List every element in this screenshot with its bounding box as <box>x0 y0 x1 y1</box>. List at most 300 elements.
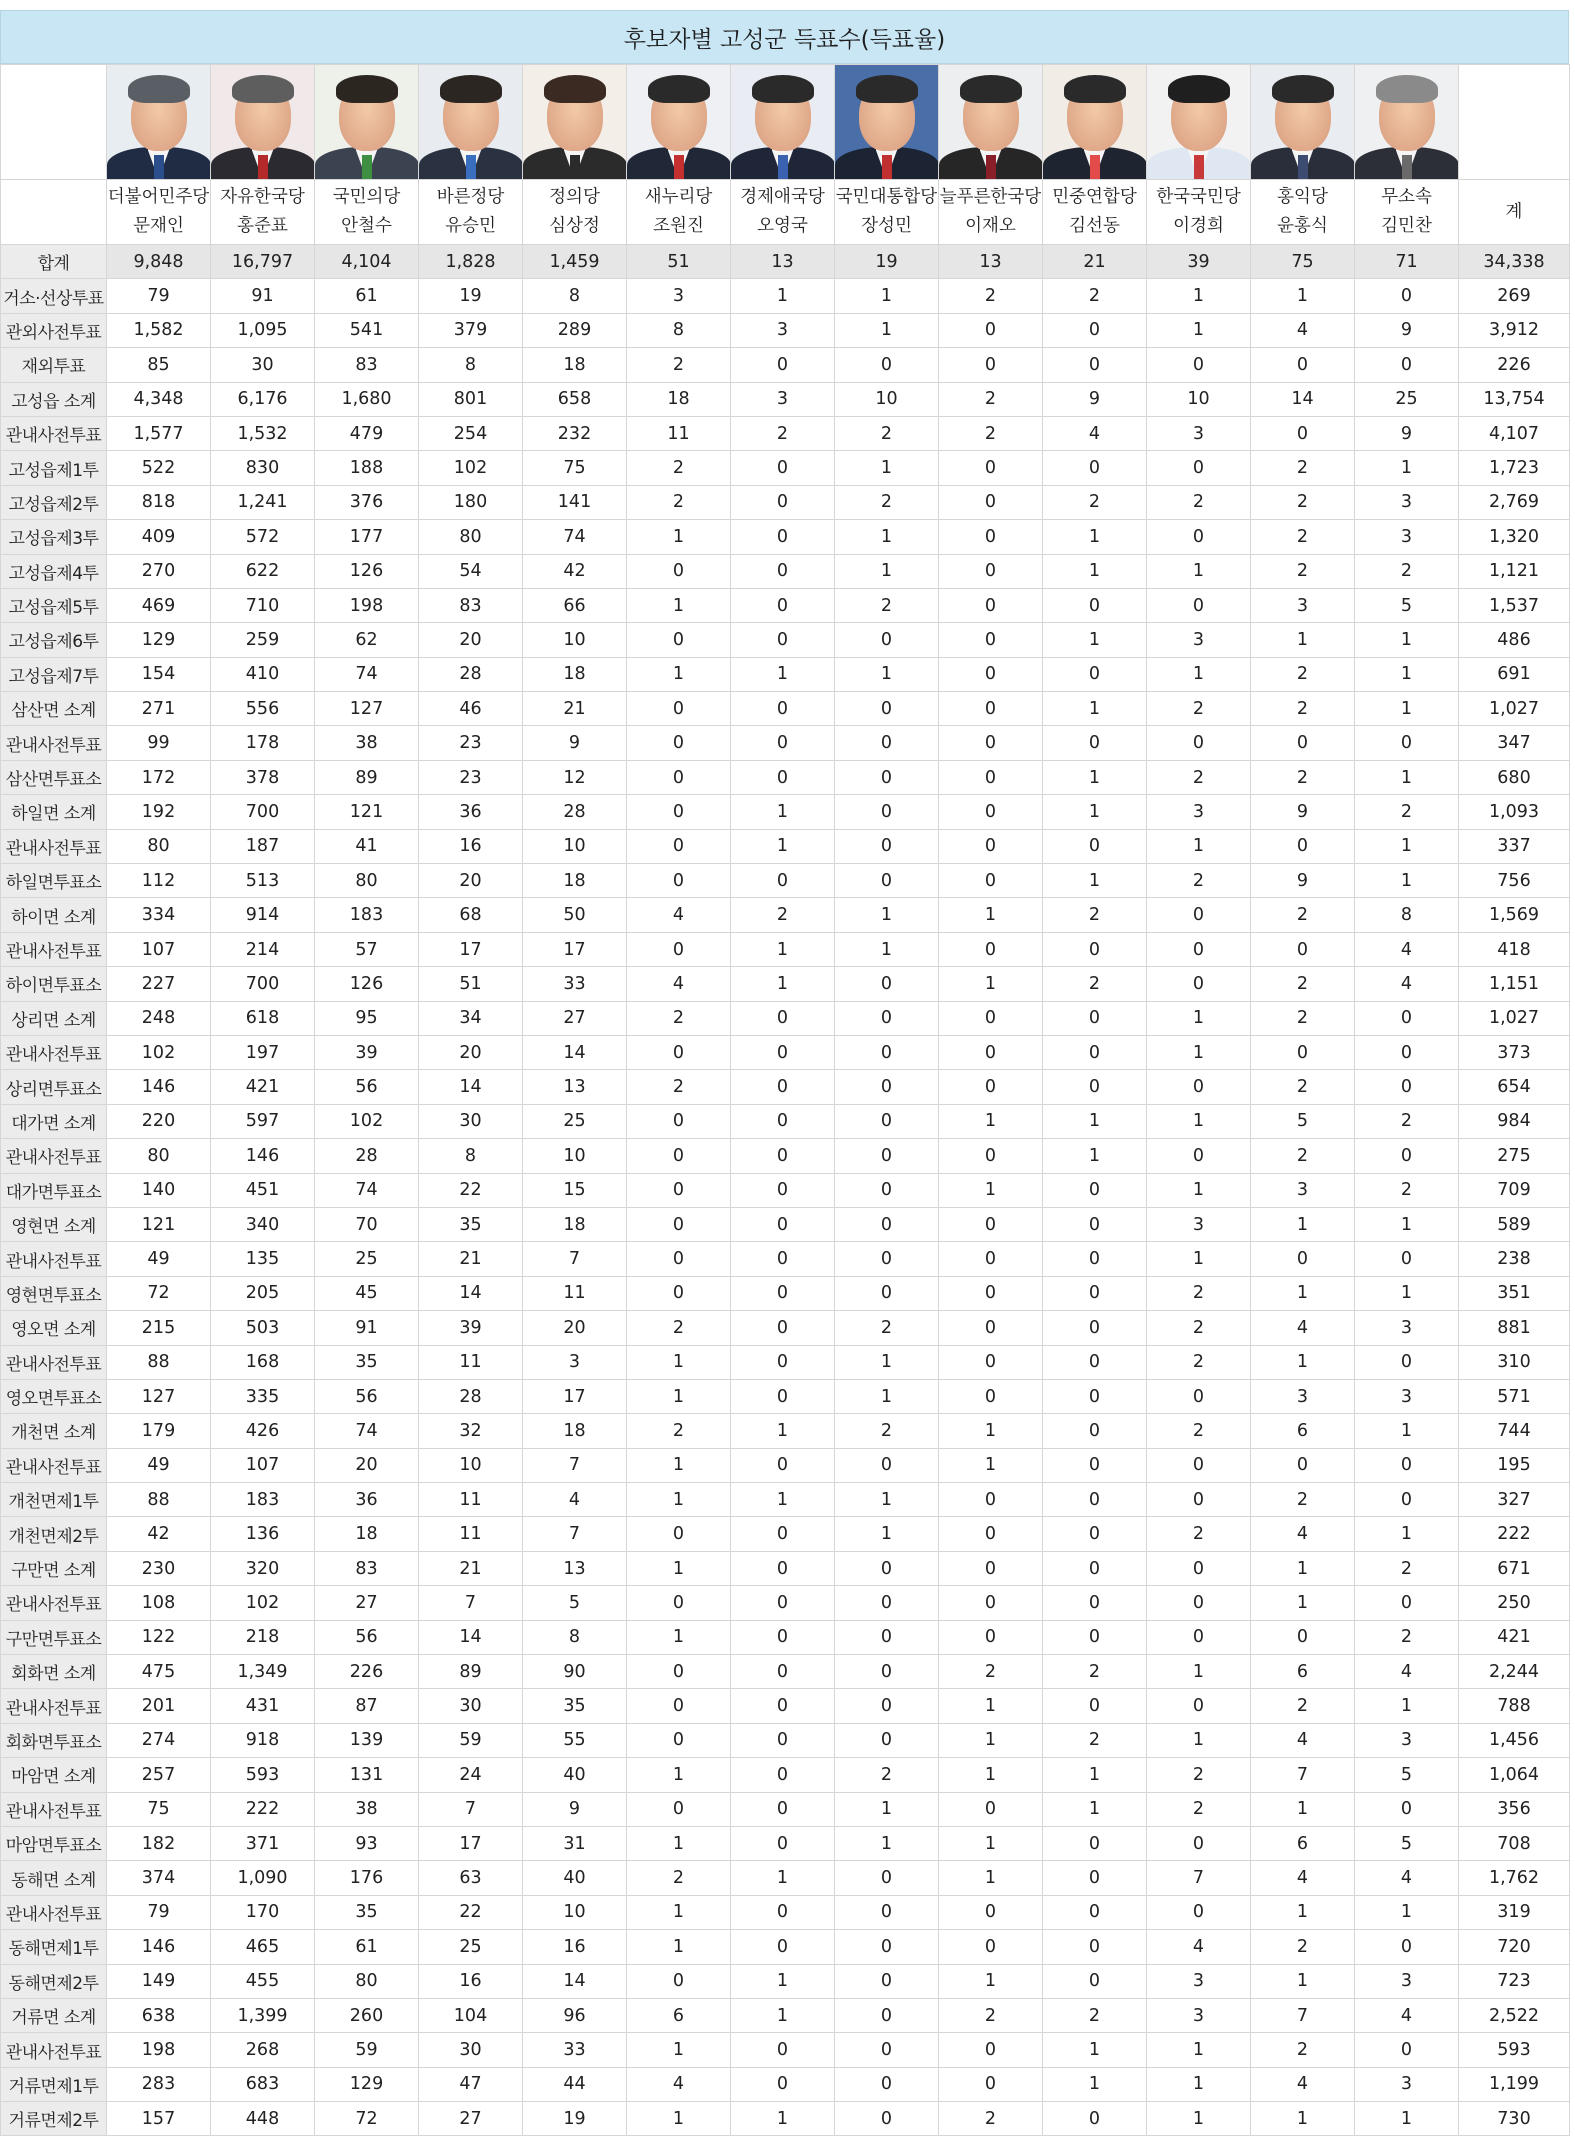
vote-cell: 102 <box>315 1104 419 1138</box>
vote-cell: 0 <box>939 1035 1043 1069</box>
vote-cell: 1 <box>1043 520 1147 554</box>
vote-cell: 22 <box>419 1895 523 1929</box>
vote-cell: 0 <box>835 1551 939 1585</box>
vote-cell: 371 <box>211 1826 315 1860</box>
table-row <box>1 520 1570 554</box>
candidate-name: 윤홍식 <box>1277 216 1328 236</box>
vote-cell: 1 <box>1147 1173 1251 1207</box>
vote-cell: 0 <box>1251 1242 1355 1276</box>
vote-cell: 0 <box>1147 1139 1251 1173</box>
vote-cell: 0 <box>939 1139 1043 1173</box>
total-photo-cell <box>1459 65 1570 180</box>
vote-cell: 0 <box>731 864 835 898</box>
vote-cell: 0 <box>627 1276 731 1310</box>
vote-cell: 2 <box>1251 760 1355 794</box>
vote-cell: 227 <box>107 967 211 1001</box>
vote-cell: 0 <box>939 313 1043 347</box>
vote-cell: 248 <box>107 1001 211 1035</box>
vote-cell: 8 <box>419 348 523 382</box>
vote-cell: 3 <box>627 279 731 313</box>
vote-cell: 157 <box>107 2102 211 2136</box>
vote-cell: 74 <box>523 520 627 554</box>
candidate-header <box>523 180 627 245</box>
vote-cell: 0 <box>1043 1448 1147 1482</box>
vote-cell: 51 <box>419 967 523 1001</box>
vote-cell: 14 <box>419 1276 523 1310</box>
vote-cell: 0 <box>835 1930 939 1964</box>
party-name: 국민의당 <box>332 187 401 207</box>
row-label: 회화면 소계 <box>1 1655 107 1689</box>
vote-cell: 2 <box>1251 1483 1355 1517</box>
vote-cell: 112 <box>107 864 211 898</box>
vote-cell: 197 <box>211 1035 315 1069</box>
table-row <box>1 1379 1570 1413</box>
vote-cell: 818 <box>107 485 211 519</box>
vote-cell: 0 <box>1043 1930 1147 1964</box>
row-total-cell: 3,912 <box>1459 313 1570 347</box>
vote-cell: 465 <box>211 1930 315 1964</box>
vote-cell: 3 <box>1355 520 1459 554</box>
vote-cell: 0 <box>1355 1035 1459 1069</box>
candidate-photo-cell <box>1043 65 1147 180</box>
vote-cell: 0 <box>1147 1620 1251 1654</box>
vote-cell: 0 <box>627 1689 731 1723</box>
vote-cell: 0 <box>939 623 1043 657</box>
vote-cell: 597 <box>211 1104 315 1138</box>
vote-cell: 0 <box>1147 348 1251 382</box>
table-row <box>1 1311 1570 1345</box>
vote-cell: 830 <box>211 451 315 485</box>
table-row <box>1 760 1570 794</box>
vote-cell: 0 <box>939 1242 1043 1276</box>
vote-cell: 0 <box>731 2067 835 2101</box>
vote-cell: 2 <box>1251 967 1355 1001</box>
vote-cell: 0 <box>939 932 1043 966</box>
vote-cell: 2 <box>835 485 939 519</box>
vote-cell: 260 <box>315 1998 419 2032</box>
table-row <box>1 245 1570 279</box>
vote-cell: 80 <box>107 829 211 863</box>
vote-cell: 4 <box>1043 416 1147 450</box>
vote-cell: 2 <box>939 1998 1043 2032</box>
table-row <box>1 588 1570 622</box>
vote-cell: 1 <box>835 1792 939 1826</box>
vote-cell: 40 <box>523 1861 627 1895</box>
vote-cell: 230 <box>107 1551 211 1585</box>
row-total-cell: 788 <box>1459 1689 1570 1723</box>
vote-cell: 1,241 <box>211 485 315 519</box>
row-label: 영현면 소계 <box>1 1207 107 1241</box>
row-label: 하일면 소계 <box>1 795 107 829</box>
vote-cell: 0 <box>835 1964 939 1998</box>
vote-cell: 0 <box>835 1139 939 1173</box>
row-total-cell: 34,338 <box>1459 245 1570 279</box>
row-label: 고성읍제2투 <box>1 485 107 519</box>
vote-cell: 10 <box>835 382 939 416</box>
vote-cell: 198 <box>315 588 419 622</box>
vote-cell: 0 <box>1043 1379 1147 1413</box>
vote-cell: 121 <box>315 795 419 829</box>
vote-cell: 2 <box>627 1414 731 1448</box>
vote-cell: 1 <box>1043 795 1147 829</box>
candidate-portrait <box>939 65 1042 179</box>
vote-cell: 2 <box>1251 2033 1355 2067</box>
vote-cell: 6 <box>627 1998 731 2032</box>
vote-cell: 30 <box>419 2033 523 2067</box>
vote-cell: 62 <box>315 623 419 657</box>
vote-cell: 3 <box>1355 485 1459 519</box>
row-label: 고성읍제7투 <box>1 657 107 691</box>
vote-cell: 3 <box>523 1345 627 1379</box>
vote-cell: 5 <box>1355 588 1459 622</box>
party-name: 홍익당 <box>1277 187 1328 207</box>
vote-cell: 87 <box>315 1689 419 1723</box>
vote-cell: 102 <box>107 1035 211 1069</box>
row-total-cell: 671 <box>1459 1551 1570 1585</box>
candidate-photo-cell <box>939 65 1043 180</box>
vote-cell: 1 <box>1355 829 1459 863</box>
vote-cell: 70 <box>315 1207 419 1241</box>
vote-cell: 13 <box>523 1070 627 1104</box>
vote-cell: 1 <box>835 932 939 966</box>
vote-cell: 0 <box>939 520 1043 554</box>
vote-cell: 1 <box>835 898 939 932</box>
vote-cell: 1 <box>731 1414 835 1448</box>
row-total-cell: 275 <box>1459 1139 1570 1173</box>
vote-cell: 17 <box>419 1826 523 1860</box>
table-row <box>1 348 1570 382</box>
table-row <box>1 726 1570 760</box>
vote-cell: 0 <box>627 1104 731 1138</box>
vote-cell: 218 <box>211 1620 315 1654</box>
party-name: 민중연합당 <box>1052 187 1137 207</box>
vote-cell: 141 <box>523 485 627 519</box>
vote-cell: 1 <box>1355 1689 1459 1723</box>
vote-cell: 1 <box>939 1104 1043 1138</box>
vote-cell: 18 <box>523 348 627 382</box>
vote-cell: 4 <box>1251 2067 1355 2101</box>
vote-cell: 1,532 <box>211 416 315 450</box>
vote-cell: 192 <box>107 795 211 829</box>
vote-cell: 0 <box>1147 932 1251 966</box>
vote-cell: 0 <box>731 1139 835 1173</box>
vote-cell: 25 <box>1355 382 1459 416</box>
vote-cell: 4 <box>627 2067 731 2101</box>
vote-cell: 102 <box>419 451 523 485</box>
candidate-header <box>107 180 211 245</box>
vote-cell: 7 <box>523 1242 627 1276</box>
vote-cell: 3 <box>1355 2067 1459 2101</box>
vote-cell: 176 <box>315 1861 419 1895</box>
vote-cell: 28 <box>315 1139 419 1173</box>
row-label: 동해면제2투 <box>1 1964 107 1998</box>
vote-cell: 1 <box>939 1414 1043 1448</box>
row-total-cell: 356 <box>1459 1792 1570 1826</box>
vote-cell: 0 <box>731 1517 835 1551</box>
vote-cell: 0 <box>835 1655 939 1689</box>
table-row <box>1 554 1570 588</box>
candidate-photo-cell <box>315 65 419 180</box>
vote-cell: 2 <box>835 588 939 622</box>
candidate-photo-cell <box>211 65 315 180</box>
vote-cell: 0 <box>939 1620 1043 1654</box>
vote-cell: 0 <box>835 1070 939 1104</box>
vote-cell: 2 <box>1043 485 1147 519</box>
row-label: 고성읍제5투 <box>1 588 107 622</box>
vote-cell: 40 <box>523 1758 627 1792</box>
vote-cell: 11 <box>523 1276 627 1310</box>
table-row <box>1 279 1570 313</box>
vote-cell: 27 <box>315 1586 419 1620</box>
vote-cell: 74 <box>315 1173 419 1207</box>
vote-cell: 0 <box>1355 279 1459 313</box>
candidate-name: 문재인 <box>133 216 184 236</box>
table-row <box>1 1895 1570 1929</box>
vote-cell: 178 <box>211 726 315 760</box>
vote-cell: 374 <box>107 1861 211 1895</box>
vote-cell: 215 <box>107 1311 211 1345</box>
vote-cell: 3 <box>1355 1379 1459 1413</box>
vote-cell: 11 <box>627 416 731 450</box>
vote-cell: 1 <box>1147 2102 1251 2136</box>
vote-cell: 0 <box>731 1895 835 1929</box>
vote-cell: 8 <box>627 313 731 347</box>
vote-cell: 35 <box>315 1345 419 1379</box>
vote-cell: 2 <box>1043 1655 1147 1689</box>
vote-cell: 7 <box>419 1792 523 1826</box>
vote-cell: 25 <box>419 1930 523 1964</box>
vote-cell: 21 <box>523 692 627 726</box>
vote-cell: 49 <box>107 1448 211 1482</box>
vote-cell: 431 <box>211 1689 315 1723</box>
vote-cell: 1 <box>1043 1792 1147 1826</box>
vote-cell: 1 <box>1147 1655 1251 1689</box>
vote-cell: 0 <box>1147 1826 1251 1860</box>
candidate-name: 안철수 <box>341 216 392 236</box>
vote-cell: 19 <box>523 2102 627 2136</box>
row-total-cell: 709 <box>1459 1173 1570 1207</box>
vote-cell: 0 <box>731 1655 835 1689</box>
vote-cell: 0 <box>1355 1930 1459 1964</box>
vote-cell: 0 <box>939 451 1043 485</box>
vote-cell: 513 <box>211 864 315 898</box>
vote-cell: 0 <box>1043 1483 1147 1517</box>
vote-cell: 0 <box>939 1276 1043 1310</box>
vote-cell: 10 <box>1147 382 1251 416</box>
table-row <box>1 2102 1570 2136</box>
vote-cell: 0 <box>1355 1345 1459 1379</box>
row-label: 영오면 소계 <box>1 1311 107 1345</box>
table-row <box>1 967 1570 1001</box>
vote-cell: 1 <box>1147 657 1251 691</box>
candidate-header <box>211 180 315 245</box>
vote-cell: 1 <box>1355 1207 1459 1241</box>
vote-cell: 2 <box>835 1758 939 1792</box>
row-label: 대가면 소계 <box>1 1104 107 1138</box>
vote-cell: 0 <box>1043 1689 1147 1723</box>
vote-cell: 0 <box>835 967 939 1001</box>
vote-cell: 11 <box>419 1517 523 1551</box>
vote-cell: 188 <box>315 451 419 485</box>
vote-cell: 10 <box>419 1448 523 1482</box>
vote-cell: 1 <box>939 1173 1043 1207</box>
vote-cell: 16 <box>419 829 523 863</box>
vote-cell: 0 <box>939 1345 1043 1379</box>
row-label: 관내사전투표 <box>1 1792 107 1826</box>
vote-cell: 27 <box>419 2102 523 2136</box>
vote-cell: 0 <box>1043 1861 1147 1895</box>
vote-cell: 9 <box>1251 795 1355 829</box>
vote-cell: 3 <box>1147 416 1251 450</box>
vote-cell: 1 <box>1147 1001 1251 1035</box>
table-row <box>1 485 1570 519</box>
table-row <box>1 1001 1570 1035</box>
vote-cell: 102 <box>211 1586 315 1620</box>
vote-cell: 74 <box>315 1414 419 1448</box>
candidate-header <box>939 180 1043 245</box>
vote-cell: 79 <box>107 279 211 313</box>
vote-cell: 0 <box>627 1207 731 1241</box>
vote-cell: 89 <box>419 1655 523 1689</box>
vote-cell: 20 <box>419 623 523 657</box>
vote-cell: 710 <box>211 588 315 622</box>
row-total-cell: 654 <box>1459 1070 1570 1104</box>
row-total-cell: 680 <box>1459 760 1570 794</box>
vote-cell: 0 <box>731 1001 835 1035</box>
table-row <box>1 1448 1570 1482</box>
vote-cell: 1 <box>1355 864 1459 898</box>
vote-cell: 320 <box>211 1551 315 1585</box>
vote-cell: 0 <box>1147 1895 1251 1929</box>
vote-cell: 1 <box>731 279 835 313</box>
row-label: 관내사전투표 <box>1 1035 107 1069</box>
vote-cell: 1 <box>1043 864 1147 898</box>
vote-cell: 1 <box>731 795 835 829</box>
vote-cell: 0 <box>939 1483 1043 1517</box>
vote-cell: 15 <box>523 1173 627 1207</box>
vote-cell: 18 <box>523 1414 627 1448</box>
vote-cell: 1 <box>1147 2067 1251 2101</box>
vote-cell: 1 <box>731 1861 835 1895</box>
vote-cell: 1 <box>835 520 939 554</box>
vote-cell: 0 <box>1043 1035 1147 1069</box>
vote-cell: 27 <box>523 1001 627 1035</box>
vote-cell: 0 <box>939 1586 1043 1620</box>
vote-cell: 90 <box>523 1655 627 1689</box>
row-total-cell: 4,107 <box>1459 416 1570 450</box>
vote-cell: 9 <box>1043 382 1147 416</box>
vote-cell: 1 <box>1147 1242 1251 1276</box>
row-total-cell: 373 <box>1459 1035 1570 1069</box>
vote-cell: 0 <box>731 1448 835 1482</box>
vote-cell: 122 <box>107 1620 211 1654</box>
vote-cell: 4 <box>627 898 731 932</box>
candidate-photo-cell <box>1147 65 1251 180</box>
vote-cell: 18 <box>523 1207 627 1241</box>
vote-cell: 1 <box>1043 760 1147 794</box>
vote-cell: 2 <box>939 1655 1043 1689</box>
vote-cell: 1 <box>1251 1345 1355 1379</box>
vote-cell: 16,797 <box>211 245 315 279</box>
vote-cell: 0 <box>1355 2033 1459 2067</box>
vote-cell: 1 <box>1355 2102 1459 2136</box>
vote-cell: 1 <box>1147 1104 1251 1138</box>
table-row <box>1 2033 1570 2067</box>
row-total-cell: 250 <box>1459 1586 1570 1620</box>
row-total-cell: 708 <box>1459 1826 1570 1860</box>
row-total-cell: 269 <box>1459 279 1570 313</box>
total-header: 계 <box>1459 180 1570 245</box>
vote-cell: 0 <box>835 1207 939 1241</box>
candidate-photo-cell <box>1251 65 1355 180</box>
vote-cell: 421 <box>211 1070 315 1104</box>
vote-cell: 9 <box>1355 416 1459 450</box>
vote-cell: 0 <box>835 829 939 863</box>
vote-cell: 0 <box>1043 932 1147 966</box>
vote-cell: 0 <box>731 1345 835 1379</box>
vote-cell: 1 <box>627 657 731 691</box>
vote-cell: 1 <box>1251 1207 1355 1241</box>
row-label: 고성읍제1투 <box>1 451 107 485</box>
vote-cell: 36 <box>315 1483 419 1517</box>
row-total-cell: 337 <box>1459 829 1570 863</box>
vote-cell: 0 <box>627 554 731 588</box>
vote-cell: 18 <box>523 864 627 898</box>
vote-cell: 149 <box>107 1964 211 1998</box>
vote-cell: 455 <box>211 1964 315 1998</box>
vote-cell: 1 <box>627 1758 731 1792</box>
row-total-cell: 1,199 <box>1459 2067 1570 2101</box>
vote-cell: 93 <box>315 1826 419 1860</box>
row-label: 개천면제1투 <box>1 1483 107 1517</box>
candidate-photo-cell <box>627 65 731 180</box>
vote-cell: 2 <box>1043 898 1147 932</box>
row-total-cell: 421 <box>1459 1620 1570 1654</box>
vote-cell: 0 <box>835 1035 939 1069</box>
table-row <box>1 1483 1570 1517</box>
vote-cell: 0 <box>1147 1070 1251 1104</box>
vote-cell: 0 <box>731 726 835 760</box>
vote-cell: 6,176 <box>211 382 315 416</box>
vote-cell: 378 <box>211 760 315 794</box>
vote-cell: 1 <box>1355 1276 1459 1310</box>
vote-cell: 1 <box>1251 2102 1355 2136</box>
vote-cell: 17 <box>419 932 523 966</box>
vote-cell: 1 <box>731 1998 835 2032</box>
party-name: 한국국민당 <box>1156 187 1241 207</box>
row-label: 재외투표 <box>1 348 107 382</box>
row-label: 영현면투표소 <box>1 1276 107 1310</box>
vote-cell: 0 <box>939 1517 1043 1551</box>
vote-cell: 700 <box>211 795 315 829</box>
vote-cell: 1 <box>1355 451 1459 485</box>
vote-cell: 0 <box>731 1689 835 1723</box>
vote-cell: 0 <box>731 1723 835 1757</box>
vote-cell: 24 <box>419 1758 523 1792</box>
table-row <box>1 1861 1570 1895</box>
vote-cell: 2 <box>1251 451 1355 485</box>
vote-cell: 1 <box>627 1895 731 1929</box>
candidate-header <box>1355 180 1459 245</box>
vote-cell: 0 <box>835 1998 939 2032</box>
table-row <box>1 1998 1570 2032</box>
vote-cell: 0 <box>731 623 835 657</box>
row-total-cell: 723 <box>1459 1964 1570 1998</box>
row-label: 관내사전투표 <box>1 829 107 863</box>
vote-cell: 475 <box>107 1655 211 1689</box>
vote-cell: 4 <box>1251 1861 1355 1895</box>
vote-cell: 700 <box>211 967 315 1001</box>
